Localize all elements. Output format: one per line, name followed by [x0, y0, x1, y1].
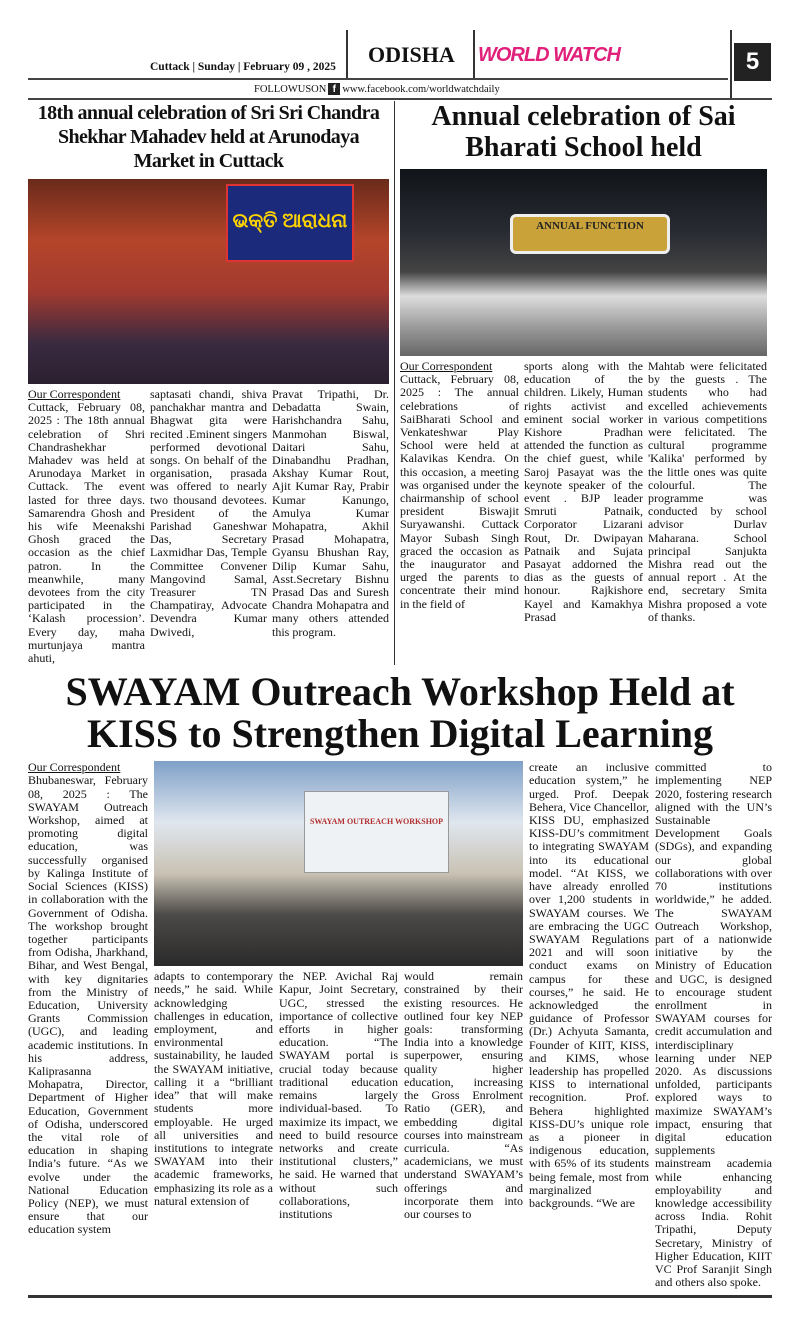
article-text: Pravat Tripathi, Dr. Debadatta Swain, Harishchandra Sahu, Manmohan Biswal, Daitari Sahu, Dinabandhu Pradhan, Akshay Kumar Rout, Ajit Kumar Ray, Prabir Kumar Kanungo, Amulya Kumar Mohapatra, Akhil Prasad Mohapatra, Gyansu Bhushan Ray, Dilip Kumar Sahu, Asst.Secretary Bishnu Prasad Das and Suresh Chandra Mohapatra and many others attended this program.: [272, 387, 389, 639]
photo-banner: ଭକ୍ତି ଆରାଧନା: [226, 184, 354, 262]
page-number: 5: [734, 43, 771, 81]
world-watch-logo: WORLD WATCH: [478, 44, 620, 66]
article-text: the NEP. Avichal Raj Kapur, Joint Secretary, UGC, stressed the importance of collective efforts in higher education. “The SWAYAM portal is crucial today because traditional education remains largely individual-based. To maximize its impact, we need to build resource networks and create institutional clusters,” he said. He warned that without such collaborations, institutions: [279, 969, 398, 1221]
article-text: saptasati chandi, shiva panchakhar mantra and Bhagwat gita were recited .Eminent singers performed devotional songs. On behalf of the organisation, prasada was offered to nearly two thousand devotees. President of the Parishad Ganeshwar Das, Secretary Laxmidhar Das, Temple Committee Convener Mangovind Samal, Treasurer TN Champatiray, Advocate Devendra Kumar Dwivedi,: [150, 387, 267, 639]
facebook-icon: f: [328, 83, 340, 95]
article-text: would remain constrained by their existing resources. He outlined four key NEP goals: transforming India into a knowledge superpower, ensuring quality higher education, increasing the Gross Enrolment Ratio (GER), and embedding digital courses into mainstream curricula. “As academicians, we must understand SWAYAM’s offerings and incorporate them into our courses to: [404, 969, 523, 1221]
story3-columns: [154, 970, 523, 1221]
article-text: Cuttack, February 08, 2025 : The annual celebrations of SaiBharati School and Venkateshwar Play School were held at Kalavikas Kendra. On this occasion, a meeting was organised under the chairmanship of school president Biswajit Suryawanshi. Cuttack Mayor Subash Singh graced the occasion as the inaugurator and urged the parents to concentrate their mind in the field of: [400, 372, 519, 611]
story2-columns: [400, 360, 767, 624]
story3: [28, 761, 772, 1289]
story2-column: [400, 360, 519, 624]
photo-banner: SWAYAM OUTREACH WORKSHOP: [304, 791, 449, 873]
story1-photo: [28, 179, 389, 384]
story2: [400, 101, 767, 665]
story3-column: [28, 761, 148, 1289]
follow-label: FOLLOWUSON: [254, 83, 327, 95]
article-text: Mahtab were felicitated by the guests . The students who had excelled achievements in various competitions were felicitated. The cultural programme 'Kalika' performed by the little ones was quite colourful. The programme was conducted by school advisor Durlav Maharana. School principal Sanjukta Mishra read out the annual report . At the end, secretary Smita Mishra proposed a vote of thanks.: [648, 359, 767, 624]
article-text: Bhubaneswar, February 08, 2025 : The SWAYAM Outreach Workshop, aimed at promoting digital education, was successfully organised by Kalinga Institute of Social Sciences (KISS) in collaboration with the Government of Odisha. The workshop brought together participants from Odisha, Jharkhand, Bihar, and West Bengal, with key dignitaries from the Ministry of Education, University Grants Commission (UGC), and leading academic institutions. In his address, Kaliprasanna Mohapatra, Director, Department of Higher Education, Government of Odisha, underscored the vital role of education in shaping India’s future. “As we evolve under the National Education Policy (NEP), we must ensure that our education system: [28, 773, 148, 1237]
story3-headline: SWAYAM Outreach Workshop Held at KISS to Strengthen Digital Learning: [65, 669, 735, 757]
story2-headline: Annual celebration of Sai Bharati School held: [431, 101, 736, 163]
story3-middle: [154, 761, 523, 1289]
story2-photo: [400, 169, 767, 356]
facebook-link[interactable]: www.facebook.com/worldwatchdaily: [342, 83, 500, 95]
footer-rule: [28, 1295, 772, 1298]
photo-banner: ANNUAL FUNCTION: [510, 214, 670, 254]
article-text: adapts to contemporary needs,” he said. While acknowledging challenges in education, employment, and environmental sustainability, he lauded the SWAYAM initiative, calling it a “brilliant idea” that will make students more employable. He urged all universities and institutions to integrate SWAYAM into their academic frameworks, emphasizing its role as a natural extension of: [154, 969, 273, 1208]
story1-column: [28, 388, 145, 665]
byline: Our Correspondent: [28, 387, 121, 401]
section-title: ODISHA: [368, 42, 455, 67]
top-stories: [28, 101, 772, 665]
byline: Our Correspondent: [400, 359, 493, 373]
story1: [28, 101, 395, 665]
article-text: create an inclusive education system,” he urged. Prof. Deepak Behera, Vice Chancellor, KISS DU, emphasized KISS-DU’s commitment to integrating SWAYAM into its educational model. “At KISS, we have already enrolled over 1,200 students in SWAYAM courses. We are embracing the UGC SWAYAM Regulations 2021 and will soon conduct exams on campus for these courses,” he said. He acknowledged the guidance of Professor (Dr.) Achyuta Samanta, Founder of KIIT, KISS, and KIMS, whose leadership has propelled KISS to international recognition. Prof. Behera highlighted KISS-DU’s unique role as a pioneer in indigenous education, with 65% of its students being female, most from marginalized backgrounds. “We are: [529, 760, 649, 1210]
story3-photo: [154, 761, 523, 966]
article-text: Cuttack, February 08, 2025 : The 18th annual celebration of Shri Chandrashekhar Mahadev was held at Arunodaya Market in Cuttack. The event lasted for three days. Samarendra Ghosh and his wife Meenakshi Ghosh graced the occasion as the chief patron. In the meanwhile, many devotees from the city participated in the ‘Kalash procession’. Every day, maha murtunjaya mantra ahuti,: [28, 400, 145, 666]
story1-columns: [28, 388, 389, 665]
byline: Our Correspondent: [28, 760, 121, 775]
article-text: sports along with the education of the children. Likely, Human rights activist and eminent social worker Kishore Pradhan attended the function as the chief guest, while Saroj Pasayat was the keynote speaker of the event . BJP leader Smruti Patnaik, Corporator Lizarani Rout, Dr. Dwipayan Patnaik and Sujata Pasayat addorned the dias as the guests of honour. Rajkishore Kayel and Kamakhya Prasad: [524, 359, 643, 624]
article-text: committed to implementing NEP 2020, fostering research aligned with the UN’s Sustainable Development Goals (SDGs), and expanding our global collaborations with over 70 institutions worldwide,” he added. The SWAYAM Outreach Workshop, part of a nationwide initiative by the Ministry of Education and UGC, is designed to encourage student enrollment in SWAYAM courses for credit accumulation and interdisciplinary learning under NEP 2020. As discussions unfolded, participants explored ways to maximize SWAYAM’s impact, ensuring that digital education supplements mainstream academia while enhancing employability and knowledge accessibility across India. Rohit Tripathi, Deputy Secretary, Ministry of Higher Education, KIIT VC Prof Saranjit Singh and others also spoke.: [655, 760, 772, 1290]
story1-headline: 18th annual celebration of Sri Sri Chandra Shekhar Mahadev held at Arunodaya Market in Cuttack: [37, 102, 380, 172]
dateline: Cuttack | Sunday | February 09 , 2025: [150, 61, 336, 73]
